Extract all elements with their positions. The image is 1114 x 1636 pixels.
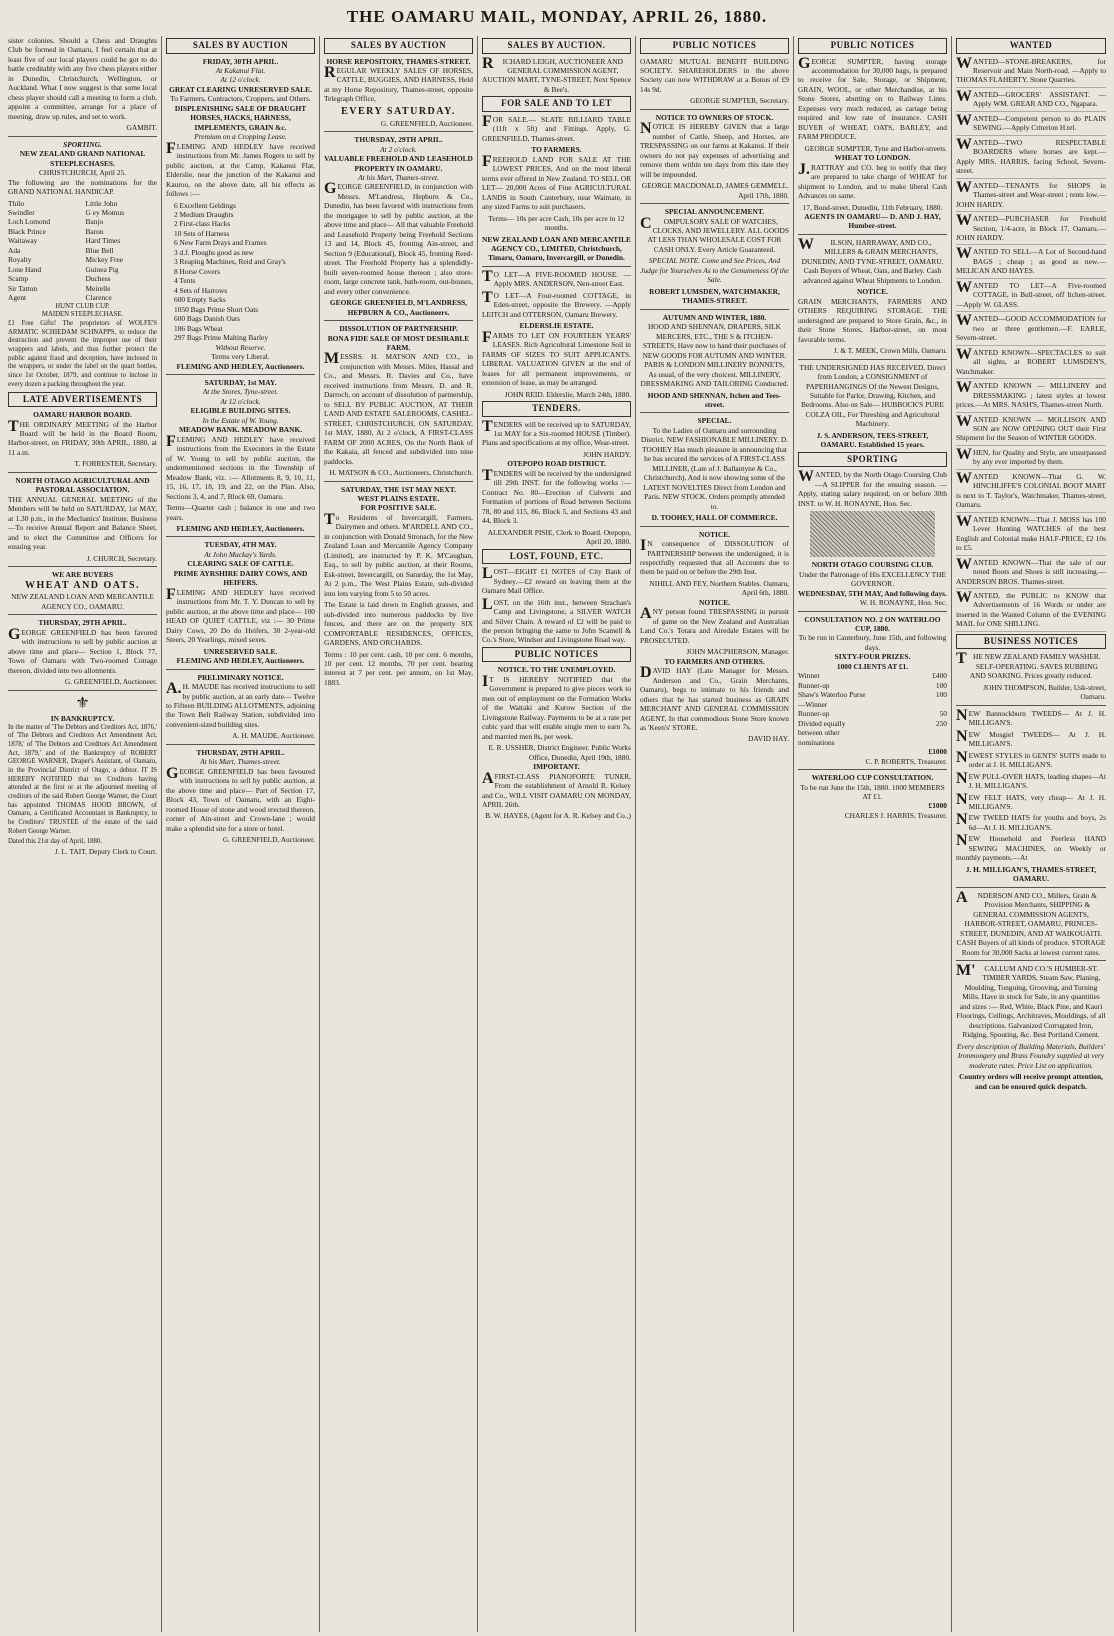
lumsden-sign: ROBERT LUMSDEN, WATCHMAKER, THAMES-STREET. xyxy=(649,286,780,306)
sale1-sign: FLEMING AND HEDLEY, Auctioneers. xyxy=(176,361,305,371)
agricultural-text: THE ANNUAL GENERAL MEETING of the Members will be held on SATURDAY, 1st MAY, at 1.30 p.m., in the Mechanics' Institute. Business—To receive Annual Report and Balance Sheet, and to elect the Committee and Officers for ensuing year. xyxy=(8,494,157,552)
sale3-text: FLEMING AND HEDLEY have received instructions from Mr. T. Y. Duncan to sell by public auction, at the above time and place— 100 HEAD OF QUIET CATTLE, viz :— 30 Prime Dairy Cows, 20 Do do Heifers, 30 2-year-old Steers, 20 Yearlings, mixed sexes. xyxy=(166,585,315,645)
sale1-sub: DISPLENISHING SALE OF DRAUGHT HORSES, HACKS, HARNESS, IMPLEMENTS, GRAIN &c. xyxy=(174,103,307,132)
column-4 xyxy=(478,36,636,1632)
buyers-line-1: WE ARE BUYERS xyxy=(51,570,114,580)
stock-notice-sign: GEORGE MACDONALD, JAMES GEMMELL. April 17th, 1880. xyxy=(641,181,789,200)
dissolution-notice-text: IN consequence of DISSOLUTION of PARTNERSHIP between the undersigned, it is respectfully requested that all Accounts due to them be paid on or before the 29th Inst. xyxy=(640,537,789,577)
consultation-prizes: SIXTY-FOUR PRIZES. xyxy=(834,652,911,662)
coursing-dogs-image xyxy=(810,511,935,557)
mcallum-note: Every description of Building Materials, Builders' Ironmongery and Brass Foundry supplied at very moderate rates. Price List on application. xyxy=(956,1041,1106,1070)
tender-house: TENDERS will be received up to SATURDAY, 1st MAY for a Six-roomed HOUSE (Timber). Plans and specifications at my office, Wear-street. xyxy=(482,417,631,448)
wanted-item: WANTED KNOWN—That the sale of our noted Boots and Shoes is still increasing.—ANDERSON BROS. Thames-street. xyxy=(956,558,1106,589)
column-5 xyxy=(636,36,794,1632)
dissolution-text: MESSRS. H. MATSON AND CO., in conjunction with Messrs. Miles, Hassal and Co., and Messrs. R. Davies and Co., have received instructions from Messrs. D. and R. Darroch, on account of dissolution of partnership, to SELL BY PUBLIC AUCTION, AT THEIR LAND AND ESTATE SALEROOMS, CASHEL-STREET, CHRISTCHURCH, ON SATURDAY, 1st MAY, 1880, At 2 o'clock, A FIRST-CLASS FARM OF 2000 ACRES, On the North Bank of the Kakaia, all fenced and subdivided into nine paddocks. xyxy=(324,350,473,466)
buyers-line-2: WHEAT AND OATS. xyxy=(24,579,141,591)
column-6 xyxy=(794,36,952,1632)
wanted-item: WANTED TO SELL—A Lot of Second-hand BAGS ; cheap ; as good as new.—MELICAN AND HAYES. xyxy=(956,247,1106,278)
sale5-place: At his Mart, Thames-street. xyxy=(200,757,281,767)
stock-notice-text: NOTICE IS HEREBY GIVEN that a large number of Cattle, Sheep, and Horses, are TRESPASSING on our farms at Kakanui. If their owners do not pay expenses of advertising and remove them within ten days from this date they will be impounded. xyxy=(640,120,789,179)
david-hay-title: TO FARMERS AND OTHERS. xyxy=(664,656,765,666)
sale2-estate: In the Estate of W. Young. xyxy=(202,415,279,425)
greenfield-text: GEORGE GREENFIELD has been favored with instructions to sell by public auction at above time and place— Section 1, Block 77, Town of Oamaru with Two-roomed Cottage thereon, divided into two allotments. xyxy=(8,625,157,675)
westplains-date: SATURDAY, THE 1ST MAY NEXT. xyxy=(341,484,456,494)
wanted-item: WANTED—Competent person to do PLAIN SEWING.—Apply Criterion H.tel. xyxy=(956,114,1106,136)
piano-sign: B. W. HAYES, (Agent for A. R. Kelsey and Co.,) xyxy=(485,811,631,821)
westplains-terms: Terms : 10 per cent. cash, 10 per cent. 6 months, 10 per cent. 12 months, 70 per cent. bearing interest at 7 per cent. per annum, on 1st May, 1883. xyxy=(324,649,473,687)
wanted-item: WANTED KNOWN — MILLINERY and DRESSMAKING ; latest styles at lowest prices.—At MRS. NASH'S, Thames-street North. xyxy=(956,381,1106,412)
property-sign: GEORGE GREENFIELD, M'LANDRESS, HEPBURN & CO., Auctioneers. xyxy=(329,298,468,317)
family-washer-text: THE NEW ZEALAND FAMILY WASHER. SELF-OPERATING. SAVES RUBBING AND SOAKING. Prices greatly reduced. xyxy=(956,650,1101,681)
harbour-board-text: THE ORDINARY MEETING of the Harbor Board will be held in the Board Room, Harbor-street, on FRIDAY, 30th APRIL, 1880, at 11 a.m. xyxy=(8,417,157,457)
lost-notes: LOST—EIGHT £1 NOTES of City Bank of Sydney.—£2 reward on leaving them at the Oamaru Mail Office. xyxy=(482,565,631,596)
wanted-item: WANTED—TENANTS for SHOPS in Thames-street and Wear-street ; rents low.—JOHN HARDY. xyxy=(956,181,1106,212)
public-notices-heading-3: PUBLIC NOTICES xyxy=(798,38,947,54)
to-let-house: TO LET—A FIVE-ROOMED HOUSE. —Apply MRS. ANDERSON, Nen-street East. xyxy=(482,267,631,289)
business-notices-heading: BUSINESS NOTICES xyxy=(956,634,1106,650)
family-washer-sign: JOHN THOMPSON, Builder, Usk-street, Oamaru. xyxy=(983,682,1106,702)
milligan-sign: J. H. MILLIGAN'S, THAMES-STREET, OAMARU. xyxy=(965,864,1097,884)
prize-row: Divided equally between other nominations 250 xyxy=(798,718,947,747)
column-1 xyxy=(4,36,162,1632)
wheat-london-text: J.RATTRAY and CO. beg to notify that they are prepared to take charge of WHEAT for shipment to London, and to make liberal Cash Advances on same. xyxy=(798,160,947,201)
sale2-place: At the Stores, Tyne-street. xyxy=(202,387,279,397)
milligan-item: NEW Household and Peerless HAND SEWING MACHINES, on Weekly or monthly payments.—At xyxy=(956,832,1106,863)
sale4-sign: A. H. MAUDE, Auctioneer. xyxy=(232,731,315,741)
autumn-text: HOOD AND SHENNAN, DRAPERS, SILK MERCERS, ETC., THE S & ITCHEN-STREETS, Have now to hand their purchases of NEW GOODS FOR AUTUMN AND WINTER. PARIS & LONDON MILLINERY BONNETS, As usual, of the very choicest. MILLINERY, DRESSMAKING AND TAILORING Conducted. xyxy=(640,322,789,389)
sale2-terms: Terms—Quarter cash ; balance in one and two years. xyxy=(166,503,315,522)
repository-title: HORSE REPOSITORY, THAMES-STREET. xyxy=(326,56,471,66)
milligan-item: NEW Bannockburn TWEEDS— At J. H. MILLIGAN'S. xyxy=(956,706,1106,728)
unemployed-text: IT IS HEREBY NOTIFIED that the Government is prepared to give pieces work to men out of employment on the Formation Works of the Waitaki and Kurow Section of the Livingstone Railway. Payments to be at a rate per cubic yard that will enable single men to earn 7s, and married men 8s, per week. xyxy=(482,672,631,741)
otepopo-sign: ALEXANDER PISIE, Clerk to Board. Otepopo, April 20, 1880. xyxy=(487,527,631,547)
property-text: GEORGE GREENFIELD, in conjunction with Messrs. M'Landress, Hepburn & Co., Dunedin, has been favored with instructions from the mortgagee to sell by public auction, at the above time and place— All that valuable Freehold and Leasehold Property being Freehold Sections 13 and 14, Block 45, fronting Ain-street, and Section 9 (Educational), Block 45, fronting Reed-street. The Freehold Property has a splendidly-built seven-roomed house thereon ; also store-room, large concrete tank, bath-room, out-houses, and every other convenience. xyxy=(324,180,473,296)
agricultural-title: NORTH OTAGO AGRICULTURAL AND PASTORAL ASSOCIATION. xyxy=(15,475,150,495)
waterloo-total: £1000 xyxy=(928,801,947,811)
trespass-sign: JOHN MACPHERSON, Manager. xyxy=(686,647,789,657)
sale1-terms: Terms very Liberal. xyxy=(211,352,270,362)
storage-title: NOTICE. xyxy=(856,287,888,297)
sale2-sub: MEADOW BANK. MEADOW BANK. xyxy=(178,425,303,435)
sale1-text: FLEMING AND HEDLEY have received instructions from Mr. James Rogers to sell by public auction, at the Camp, Kakanui Flat, Elderslie, near the junction of the Kakanui and Kauroo, on the above date, all his effects as follows :— xyxy=(166,139,315,199)
chess-letter: sister colonies. Should a Chess and Draughts Club be formed in Oamaru, I feel certain that at least five of our local players could be got to do battle creditably with any five chess players either in Dunedin, Christchurch, Wellington, or Auckland. What I now suggest is that some local chess player should call a meeting to form a club, appoint a committee, arrange for a place of meeting, draw up rules, and set to work. xyxy=(8,36,157,121)
sale2-date: SATURDAY, 1st MAY. xyxy=(204,377,277,387)
waterloo-sign: CHARLES J. HARRIS, Treasurer. xyxy=(844,810,947,820)
hay-agents: AGENTS IN OAMARU— D. AND J. HAY, Humber-street. xyxy=(804,212,941,231)
hunt-club-heading: HUNT CLUB CUP. xyxy=(55,302,110,310)
column-2 xyxy=(162,36,320,1632)
slipper-wanted: WANTED, by the North Otago Coursing Club—A SLIPPER for the ensuing season. —Apply, stating salary required, on or before 30th INST. to W. H. RONAYNE, Hon. Sec. xyxy=(798,468,947,508)
column-7 xyxy=(952,36,1110,1632)
anderson-text: ANDERSON AND CO., Millers, Grain & Provision Merchants, SHIPPING & GENERAL COMMISSION AGENTS, HARBOR-STREET, OAMARU, PRINCES-STREET, DUNEDIN, AND AT WAIKOUAITI. CASH Buyers of all kinds of produce. STORAGE Room for 30,000 Sacks at lowest current rates. xyxy=(956,888,1106,957)
milligan-item: NEW TWEED HATS for youths and boys, 2s 6d—At J. H. MILLIGAN'S. xyxy=(956,811,1106,832)
horse-list-b: Little John G ey Momus Banjo Baron Hard Times Blue Bell Mickey Free Guinea Pig Duchess Meirelle Clarence xyxy=(85,198,125,303)
sumpter-text: GEORGE SUMPTER, having storage accommodation for 30,000 bags, is prepared to receive for Sale, Storage, or Shipment, GRAIN, WOOL, or other Merchandise, at his Stone Stores, abutting on to Railway Lines. Expenses very much reduced, as cartage being required and low rate of insurance. CASH BUYER of WHEAT, OATS, BARLEY, and FARM PRODUCE. xyxy=(798,54,947,142)
newspaper-page xyxy=(4,36,1110,1632)
wanted-heading: WANTED xyxy=(956,38,1106,54)
consultation-text: To be run in Canterbury, June 15th, and following days. xyxy=(798,633,947,652)
repository-text: REGULAR WEEKLY SALES OF HORSES, CATTLE, BUGGIES, AND HARNESS, Held at my Horse Repository, Thames-street, opposite Telegraph Office, xyxy=(324,63,473,104)
sale3-sale: UNRESERVED SALE. xyxy=(203,646,278,656)
sale1-place: At Kakanui Flat. xyxy=(215,65,266,75)
sale3-date: TUESDAY, 4TH MAY. xyxy=(204,540,277,550)
prize-row: Runner-up 50 xyxy=(798,709,947,719)
column-3 xyxy=(320,36,478,1632)
trespass-title: NOTICE. xyxy=(698,597,730,607)
harbour-board-sign: T. FORRESTER, Secretary. xyxy=(74,459,157,469)
piano-title: IMPORTANT. xyxy=(533,762,580,772)
to-let-cottage: TO LET—A Four-roomed COTTAGE, in Eden-street, opposite the Brewery. —Apply LEITCH and OTTERSON, Oamaru Brewery. xyxy=(482,288,631,319)
horse-list xyxy=(8,199,157,303)
repository-sign: G. GREENFIELD, Auctioneer. xyxy=(380,118,473,128)
stock-notice-title: NOTICE TO OWNERS OF STOCK. xyxy=(655,112,774,122)
consultation-clients: 1000 CLIENTS AT £1. xyxy=(836,661,909,671)
westplains-title: WEST PLAINS ESTATE. xyxy=(357,494,440,503)
for-sale-heading: FOR SALE AND TO LET xyxy=(482,96,631,112)
lost-found-heading: LOST, FOUND, ETC. xyxy=(482,549,631,565)
sale3-sign: FLEMING AND HEDLEY, Auctioneers. xyxy=(176,656,305,666)
milligan-item: NEW FELT HATS, very cheap— At J. H. MILLIGAN'S. xyxy=(956,790,1106,811)
paperhangings-text: THE UNDERSIGNED HAS RECEIVED, Direct from London, a CONSIGNMENT of PAPERHANGINGS Of the Newest Designs, Suitable for Parlor, Drawing, Kitchen, and Bedrooms. Also on Sale— HUBBOCK'S PURE COLZA OIL, For Threshing and Agricultural Machinery. xyxy=(799,362,946,429)
race-date: CHRISTCHURCH, April 25. xyxy=(38,168,127,178)
mcallum-foot: Country orders will receive prompt attention, and can be ensured quick despatch. xyxy=(959,1072,1103,1091)
wanted-item: WANTED KNOWN—That G. W. HINCHLIFFE'S COLONIAL BOOT MART is next to T. Taylor's, Watchmaker, Thames-street, Oamaru. xyxy=(956,472,1106,513)
otepopo-text: TENDERS will be received by the undersigned till 29th INST. for the following works :— Contract No. 80—Erection of Culverts and Formation of portions of Road between Sections 78, 80 and 115, 86, Block 5, and Sections 43 and 44, Block 3. xyxy=(482,466,631,526)
masthead xyxy=(0,0,1114,36)
storage-sign: J. & T. MEEK, Crown Mills, Oamaru. xyxy=(833,346,947,356)
millinery-title: SPECIAL. xyxy=(697,416,732,426)
sale1-items: 6 Excellent Geldings 2 Medium Draughts 2 First-class Hacks 10 Sets of Harness 6 New Farm Drays and Frames 3 d.f. Ploughs good as new 3 Reaping Machines, Reid and Gray's 8 Horse Covers 4 Tents 4 Sets of Harrows 600 Empty Sacks 1050 Bags Prime Short Oats 600 Bags Danish Oats 186 Bags Wheat 297 Bags Prime Malting Barley xyxy=(174,200,286,343)
milligan-item: NEWEST STYLES in GENTS' SUITS made to order at J. H. MILLIGAN'S. xyxy=(956,748,1106,770)
late-advertisements-heading: LATE ADVERTISEMENTS xyxy=(8,392,157,408)
tender-house-sign: JOHN HARDY. xyxy=(583,449,631,459)
property-time: At 2 o'clock. xyxy=(380,144,417,154)
sale1-to: To Farmers, Contractors, Croppers, and Others. xyxy=(170,94,311,104)
property-date: THURSDAY, 29TH APRIL. xyxy=(354,135,443,145)
lost-watch: LOST, on the 16th inst., between Strachan's Camp and Livingstone, a SILVER WATCH and Silver Chain. A reward of £2 will be paid to the person bringing the same to John Scamell & Co.'s Store, Windsor and Livingstone Road way. xyxy=(482,595,631,645)
property-title: VALUABLE FREEHOLD AND LEASEHOLD PROPERTY IN OAMARU. xyxy=(324,154,473,173)
special-announcement-text: COMPULSORY SALE OF WATCHES, CLOCKS, AND JEWELLERY. ALL GOODS AT LESS THAN WHOLESALE COST FOR CASH ONLY. Every Article Guaranteed. xyxy=(640,214,789,254)
elderslie-text: FARMS TO LET ON FOURTEEN YEARS' LEASES. Rich Agricultural Limestone Soil in FARMS OF SIZES TO SUIT APPLICANTS. LIBERAL VALUATION GIVEN at the end of leases for all permanent improvements, or extension of lease, as may be arranged. xyxy=(482,328,631,388)
schnapps-advert: £1 Free Gifts! The proprietors of WOLFE'S ARMATIC SCHIEDAM SCHNAPPS, to reduce the destruction and prevent the improper use of their wrappers and labels, and thus further protect the public against fraud and deception, have inclosed in the wrappers, or under the label on the quart bottles, since 1st October, 1879, and continue to inclose in every dozen a packing throughout the year. xyxy=(8,320,157,388)
prize-row: Runner-up 100 xyxy=(798,680,947,690)
buyers-line-3: NEW ZEALAND LOAN AND MERCANTILE AGENCY CO., OAMARU. xyxy=(11,592,154,611)
sale3-sub: PRIME AYRSHIRE DAIRY COWS, AND HEIFERS. xyxy=(173,568,308,588)
coursing-sub: Under the Patronage of His EXCELLENCY THE GOVERNOR. xyxy=(799,569,946,589)
sale5-text: GEORGE GREENFIELD has been favoured with instructions to sell by public auction, at the above time and place— Part of Section 17, Block 43, Town of Oamaru, with an Eight-roomed House of stone and wood erected thereon, corner of Ain-street and Crown-lane ; would make a splendid site for a store or hotel. xyxy=(166,764,315,833)
sale1-time: At 12 o'clock. xyxy=(220,75,261,85)
sales-heading-2: SALES BY AUCTION xyxy=(324,38,473,54)
prize-table xyxy=(798,671,947,747)
milligan-item: NEW Mosgiel TWEEDS— At J. H. MILLIGAN'S. xyxy=(956,727,1106,749)
public-notices-heading-2: PUBLIC NOTICES xyxy=(640,38,789,54)
westplains-text: To Residents of Invercargill, Farmers, Dairymen and others. M'ARDELL AND CO., in conjunction with Donald Stronach, for the New Zealand Loan and Mercantile Agency Company (Limited), are instructed by P. K. M'Caughan, Esq., to sell by public auction, at their Rooms, Esk-street, Invercargill, on Saturday, the 1st May, At 2 p.m., The West Plains Estate, sub-divided into lots varying from 5 to 50 acres. xyxy=(324,510,473,598)
millinery-text: To the Ladies of Oamaru and surrounding District. NEW FASHIONABLE MILLINERY. D. TOOHEY Has much pleasure in announcing that he has secured the services of A FIRST-CLASS MILLINER, (Late of J. Ballantyne & Co., Christchurch), And is now showing some of the LATEST NOVELTIES Direct from London and Paris. NEW STOCK. Orders promptly attended to. xyxy=(640,425,789,511)
special-announcement-title: SPECIAL ANNOUNCEMENT. xyxy=(664,207,765,217)
royal-arms-icon: ⚜ xyxy=(75,694,90,712)
building-society-sign: GEORGE SUMPTER, Secretary. xyxy=(690,96,789,106)
dissolution-sub: BONA FIDE SALE OF MOST DESIRABLE FARM. xyxy=(327,333,470,352)
waterloo-title: WATERLOO CUP CONSULTATION. xyxy=(811,773,934,783)
coursing-sign: W. H. RONAYNE, Hon. Sec. xyxy=(859,598,947,608)
wanted-item: WANTED, the PUBLIC to KNOW that Advertisements of 16 Words or under are inserted in the Wanted Column of the EVENING MAIL for ONE SHILLING. xyxy=(956,591,1106,632)
leigh-advert: RICHARD LEIGH, AUCTIONEER AND GENERAL COMMISSION AGENT, AUCTION MART, TYNE-STREET, Next Spence & Bee's. xyxy=(482,54,631,94)
sale1-date: FRIDAY, 30TH APRIL. xyxy=(202,56,279,66)
sales-heading-3: SALES BY AUCTION. xyxy=(482,38,631,54)
sumpter-sign: GEORGE SUMPTER, Tyne and Harbor-streets. xyxy=(804,143,947,153)
bankruptcy-sign: J. L. TAIT, Deputy Clerk to Court. xyxy=(54,847,157,857)
sale3-title: CLEARING SALE OF CATTLE. xyxy=(187,559,294,569)
repository-day: EVERY SATURDAY. xyxy=(341,105,456,117)
dissolution-notice-sign: NIHILL AND FEY, Northern Stables. Oamaru, April 6th, 1880. xyxy=(649,578,789,598)
sale2-text: FLEMING AND HEDLEY have received instructions from the Executors in the Estate of W. Young to sell by public auction, the undermentioned sections in the Township of Meadow Bank, viz. :— Allotments 8, 9, 10, 11, 15, 16, 17, 18, 19, and 22, on the Plan. Also, Sections 3, 4, and 7, Block 69, Oamaru. xyxy=(166,432,315,501)
sale2-sign: FLEMING AND HEDLEY, Auctioneers. xyxy=(176,524,305,534)
agricultural-sign: J. CHURCH, Secretary. xyxy=(86,553,157,563)
building-society-text: OAMARU MUTUAL BENEFIT BUILDING SOCIETY. SHAREHOLDERS in the above Society can now WITHDRAW at a Bonus of £9 14s 9d. xyxy=(640,56,789,94)
westplains-text-2: The Estate is laid down in English grasses, and sub-divided into numerous paddocks by live fences, and there are on the property SIX COMFORTABLE RESIDENCES, OFFICES, GARDENS, AND ORCHARDS. xyxy=(324,600,473,648)
sale2-title: ELIGIBLE BUILDING SITES. xyxy=(190,406,291,416)
sale1-premium: Premium on a Cropping Lease. xyxy=(194,132,287,142)
storage-text: GRAIN MERCHANTS, FARMERS AND OTHERS REQUIRING STORAGE. THE undersigned are prepared to Store Grain, &c., in their Stone Stores, Harbor-street, on most favorable terms. xyxy=(798,296,947,344)
bankruptcy-heading: IN BANKRUPTCY. xyxy=(50,714,115,724)
greenfield-date: THURSDAY, 29TH APRIL. xyxy=(38,618,127,628)
david-hay-sign: DAVID HAY. xyxy=(748,734,789,744)
coursing-title: NORTH OTAGO COURSING CLUB. xyxy=(811,560,934,570)
freehold-land-terms: Terms— 10s per acre Cash, 10s per acre in 12 months. xyxy=(488,213,625,233)
sale1-reserve: Without Reserve. xyxy=(215,342,266,352)
tenders-heading: TENDERS. xyxy=(482,401,631,417)
consultation-total: £1000 xyxy=(928,747,947,757)
freehold-land-text: FREEHOLD LAND FOR SALE AT THE LOWEST PRICES, And on the most liberal terms ever offered in New Zealand. TO SELL OR LET— 20,000 Acres of Fine AGRICULTURAL LANDS in South Canterbury, near Waimate, in any sized Farms to suit purchasers. xyxy=(482,152,631,212)
wanted-list xyxy=(956,54,1106,632)
piano-text: AFIRST-CLASS PIANOFORTE TUNER, From the establishment of Arnold R. Kelsey and Co., WILL VISIT OAMARU ON MONDAY, APRIL 26th. xyxy=(482,769,631,809)
harbour-board-title: OAMARU HARBOR BOARD. xyxy=(33,410,132,420)
wilson-harraway-text: WILSON, HARRAWAY, AND CO., MILLERS & GRAIN MERCHANTS, DUNEDIN, AND TYNE-STREET, OAMARU. Cash Buyers of Wheat, Oats, and Barley. Cash advanced against Wheat Shipments to London. xyxy=(798,235,944,285)
special-note: SPECIAL NOTE. Come and See Prices, And Judge for Yourselves As to the Genuineness Of the Sale. xyxy=(640,256,789,285)
freehold-land-sign: NEW ZEALAND LOAN AND MERCANTILE AGENCY CO., LIMITED, Christchurch, Timaru, Oamaru, Invercargill, or Dunedin. xyxy=(482,234,631,263)
race-note: The following are the nominations for the GRAND NATIONAL HANDICAP. xyxy=(8,177,157,197)
otepopo-title: OTEPOPO ROAD DISTRICT. xyxy=(507,459,606,469)
dissolution-notice-title: NOTICE. xyxy=(698,529,730,539)
david-hay-text: DAVID HAY (Late Manager for Messrs. Anderson and Co., Grain Merchants, Oamaru), begs to intimate to his friends and others that he has started business as GRAIN MERCHANT AND GENERAL COMMISSION AGENT, In that commodious Stone Store known as 'Keen's' STORE. xyxy=(640,664,789,732)
elderslie-title: ELDERSLIE ESTATE. xyxy=(519,321,594,331)
sale4-text: A.H. MAUDE has received instructions to sell by public auction, at an early date— Twelve to Fifteen BUILDING ALLOTMENTS, adjoining the Town Belt Railway Station, subdivided into convenient-sized building sites. xyxy=(166,680,315,729)
millinery-sign: D. TOOHEY, HALL OF COMMERCE. xyxy=(651,513,778,523)
autumn-sign: HOOD AND SHENNAN, Itchen and Tees-street. xyxy=(647,390,782,409)
consultation-sign: C. P. ROBERTS, Treasurer. xyxy=(865,756,947,766)
mcallum-text: M'CALLUM AND CO.'S HUMBER-ST. TIMBER YARDS, Steam Saw, Planing, Moulding, Tonguing, Grooving, and Turning Mills. Have in stock for Sale, in any quantities and sizes :— Red, White, Black Pine, and Kauri Floorings, Ceilings, Architraves, Mouldings, of all descriptions. Galvanized Corrugated Iron, Ridging, Spouting, &c. Best Portland Cement. xyxy=(956,962,1106,1040)
wanted-item: WANTED—GOOD ACCOMMODATION for two or three gentlemen.—F. EARLE, Severn-street. xyxy=(956,314,1106,345)
wheat-london-title: WHEAT TO LONDON. xyxy=(834,153,911,163)
trespass-text: ANY person found TRESPASSING in pursuit of game on the New Zealand and Australian Land Co.'s Totara and Airedale Estates will be PROSECUTED. xyxy=(640,605,789,645)
newspaper-title: THE OAMARU MAIL, MONDAY, APRIL 26, 1880. xyxy=(346,7,768,26)
wanted-item: WANTED KNOWN — MOLLISON AND SON are NOW OPENING OUT their First Shipment for the Season of WINTER GOODS. xyxy=(956,415,1106,446)
property-place: At his Mart, Thames-street. xyxy=(358,173,439,182)
bankruptcy-date: Dated this 21st day of April, 1880. xyxy=(8,838,103,846)
greenfield-sign: G. GREENFIELD, Auctioneer. xyxy=(64,677,157,687)
wanted-item: WANTED KNOWN—SPECTACLES to suit all sights, at ROBERT LUMSDEN'S, Watchmaker. xyxy=(956,348,1106,379)
dissolution-title: DISSOLUTION OF PARTNERSHIP. xyxy=(339,324,458,334)
wanted-item: WANTED—PURCHASER for Freehold Section, 1/4-acre, in Block 17, Oamaru.—JOHN HARDY. xyxy=(956,214,1106,245)
wanted-item: WHEN, for Quality and Style, are unsurpassed by any ever imported by them. xyxy=(956,448,1106,470)
sale5-sign: G. GREENFIELD, Auctioneer. xyxy=(222,835,315,845)
farmers-title: TO FARMERS. xyxy=(531,145,582,155)
wanted-item: WANTED—STONE-BREAKERS, for Reservoir and Main North-road. —Apply to THOMAS FLAHERTY, Stone Quarries. xyxy=(956,57,1106,88)
horse-list-a: Thilo Swindler Loch Lomond Black Prince Waitaway Ada Royalty Lone Hand Scamp Sir Tatton Agent xyxy=(8,198,51,303)
autumn-title: AUTUMN AND WINTER, 1880. xyxy=(662,312,767,322)
unemployed-title: NOTICE. TO THE UNEMPLOYED. xyxy=(497,665,616,675)
wanted-item: WANTED TO LET—A Five-roomed COTTAGE, in Bull-street, off Itchen-street.—Apply W. GLASS. xyxy=(956,281,1106,312)
waterloo-text: To be run June the 15th, 1880. 1000 MEMBERS AT £1. xyxy=(800,782,945,801)
westplains-sub: FOR POSITIVE SALE. xyxy=(360,503,437,513)
unemployed-sign: E. R. USSHER, District Engineer. Public Works Office, Dunedin, April 19th, 1880. xyxy=(488,743,631,762)
sales-heading-1: SALES BY AUCTION xyxy=(166,38,315,54)
dissolution-sign: H. MATSON & CO., Auctioneers, Christchurch. xyxy=(329,468,473,478)
sale4-title: PRELIMINARY NOTICE. xyxy=(197,672,284,682)
sale5-date: THURSDAY, 29TH APRIL. xyxy=(196,747,285,757)
public-notices-heading-1: PUBLIC NOTICES xyxy=(482,647,631,663)
letter-signoff: GAMBIT. xyxy=(126,123,157,133)
wanted-item: WANTED KNOWN—That J. MOSS has 100 Lever Hunting WATCHES of the best English and Colonial make HALF-PRICE, £2 10s to £5. xyxy=(956,515,1106,556)
maiden-heading: MAIDEN STEEPLECHASE. xyxy=(41,311,124,319)
sale1-title: GREAT CLEARING UNRESERVED SALE. xyxy=(169,84,312,94)
race-title: NEW ZEALAND GRAND NATIONAL STEEPLECHASES. xyxy=(19,149,146,168)
milligan-item: NEW PULL-OVER HATS, leading shapes—At J. H. MILLIGAN'S. xyxy=(956,769,1106,791)
sporting-heading-2: SPORTING xyxy=(798,452,947,468)
wanted-item: WANTED—GROCERS' ASSISTANT. —Apply WM. GREAR AND CO., Ngapara. xyxy=(956,90,1106,112)
prize-row: Shaw's Waterloo Purse—Winner 100 xyxy=(798,690,947,709)
prize-row: Winner £400 xyxy=(798,671,947,681)
sporting-heading: SPORTING. xyxy=(63,139,102,149)
consultation-title: CONSULTATION NO. 2 ON WATERLOO CUP, 1880. xyxy=(804,614,941,633)
wheat-london-sign: 17, Bond-street, Dunedin, 11th February, 1880. xyxy=(802,202,943,212)
sale2-time: At 12 o'clock. xyxy=(220,396,261,406)
elderslie-sign: JOHN REID. Elderslie, March 24th, 1880. xyxy=(504,389,631,399)
sale3-place: At John Mackay's Yards. xyxy=(204,549,277,559)
coursing-date: WEDNESDAY, 5TH MAY, And following days. xyxy=(798,588,947,598)
paperhangings-sign: J. S. ANDERSON, TEES-STREET, OAMARU. Established 15 years. xyxy=(816,430,929,450)
wanted-item: WANTED—TWO RESPECTABLE BOARDERS where horses are kept.—Apply MRS. HARRIS, facing School, Severn-street. xyxy=(956,138,1106,179)
billiard-table-advert: FOR SALE.— SLATE BILLIARD TABLE (11ft x 5ft) and Fittings. Apply, G. GREENFIELD, Thames-street. xyxy=(482,112,631,143)
bankruptcy-text: In the matter of 'The Debtors and Creditors Act, 1876,' of 'The Debtors and Creditors Act Amendment Act, 1878,' of 'The Debtors and Creditors Act Amendment Act, 1879,' and of the Bankruptcy of ROBERT GEORGE WARNER, Draper's Assistant, of Oamaru, in the Provincial District of Otago, a debtor. IT IS HEREBY NOTIFIED that no Creditors having attended at the first or at the adjourned meeting of creditors of the said Robert George Warner, the Court has appointed THOMAS HOOD BROWN, of Oamaru, a Certificated Accountant in Bankruptcy, to be Creditors' TRUSTEE of the estate of the said Robert George Warner. xyxy=(8,723,157,835)
